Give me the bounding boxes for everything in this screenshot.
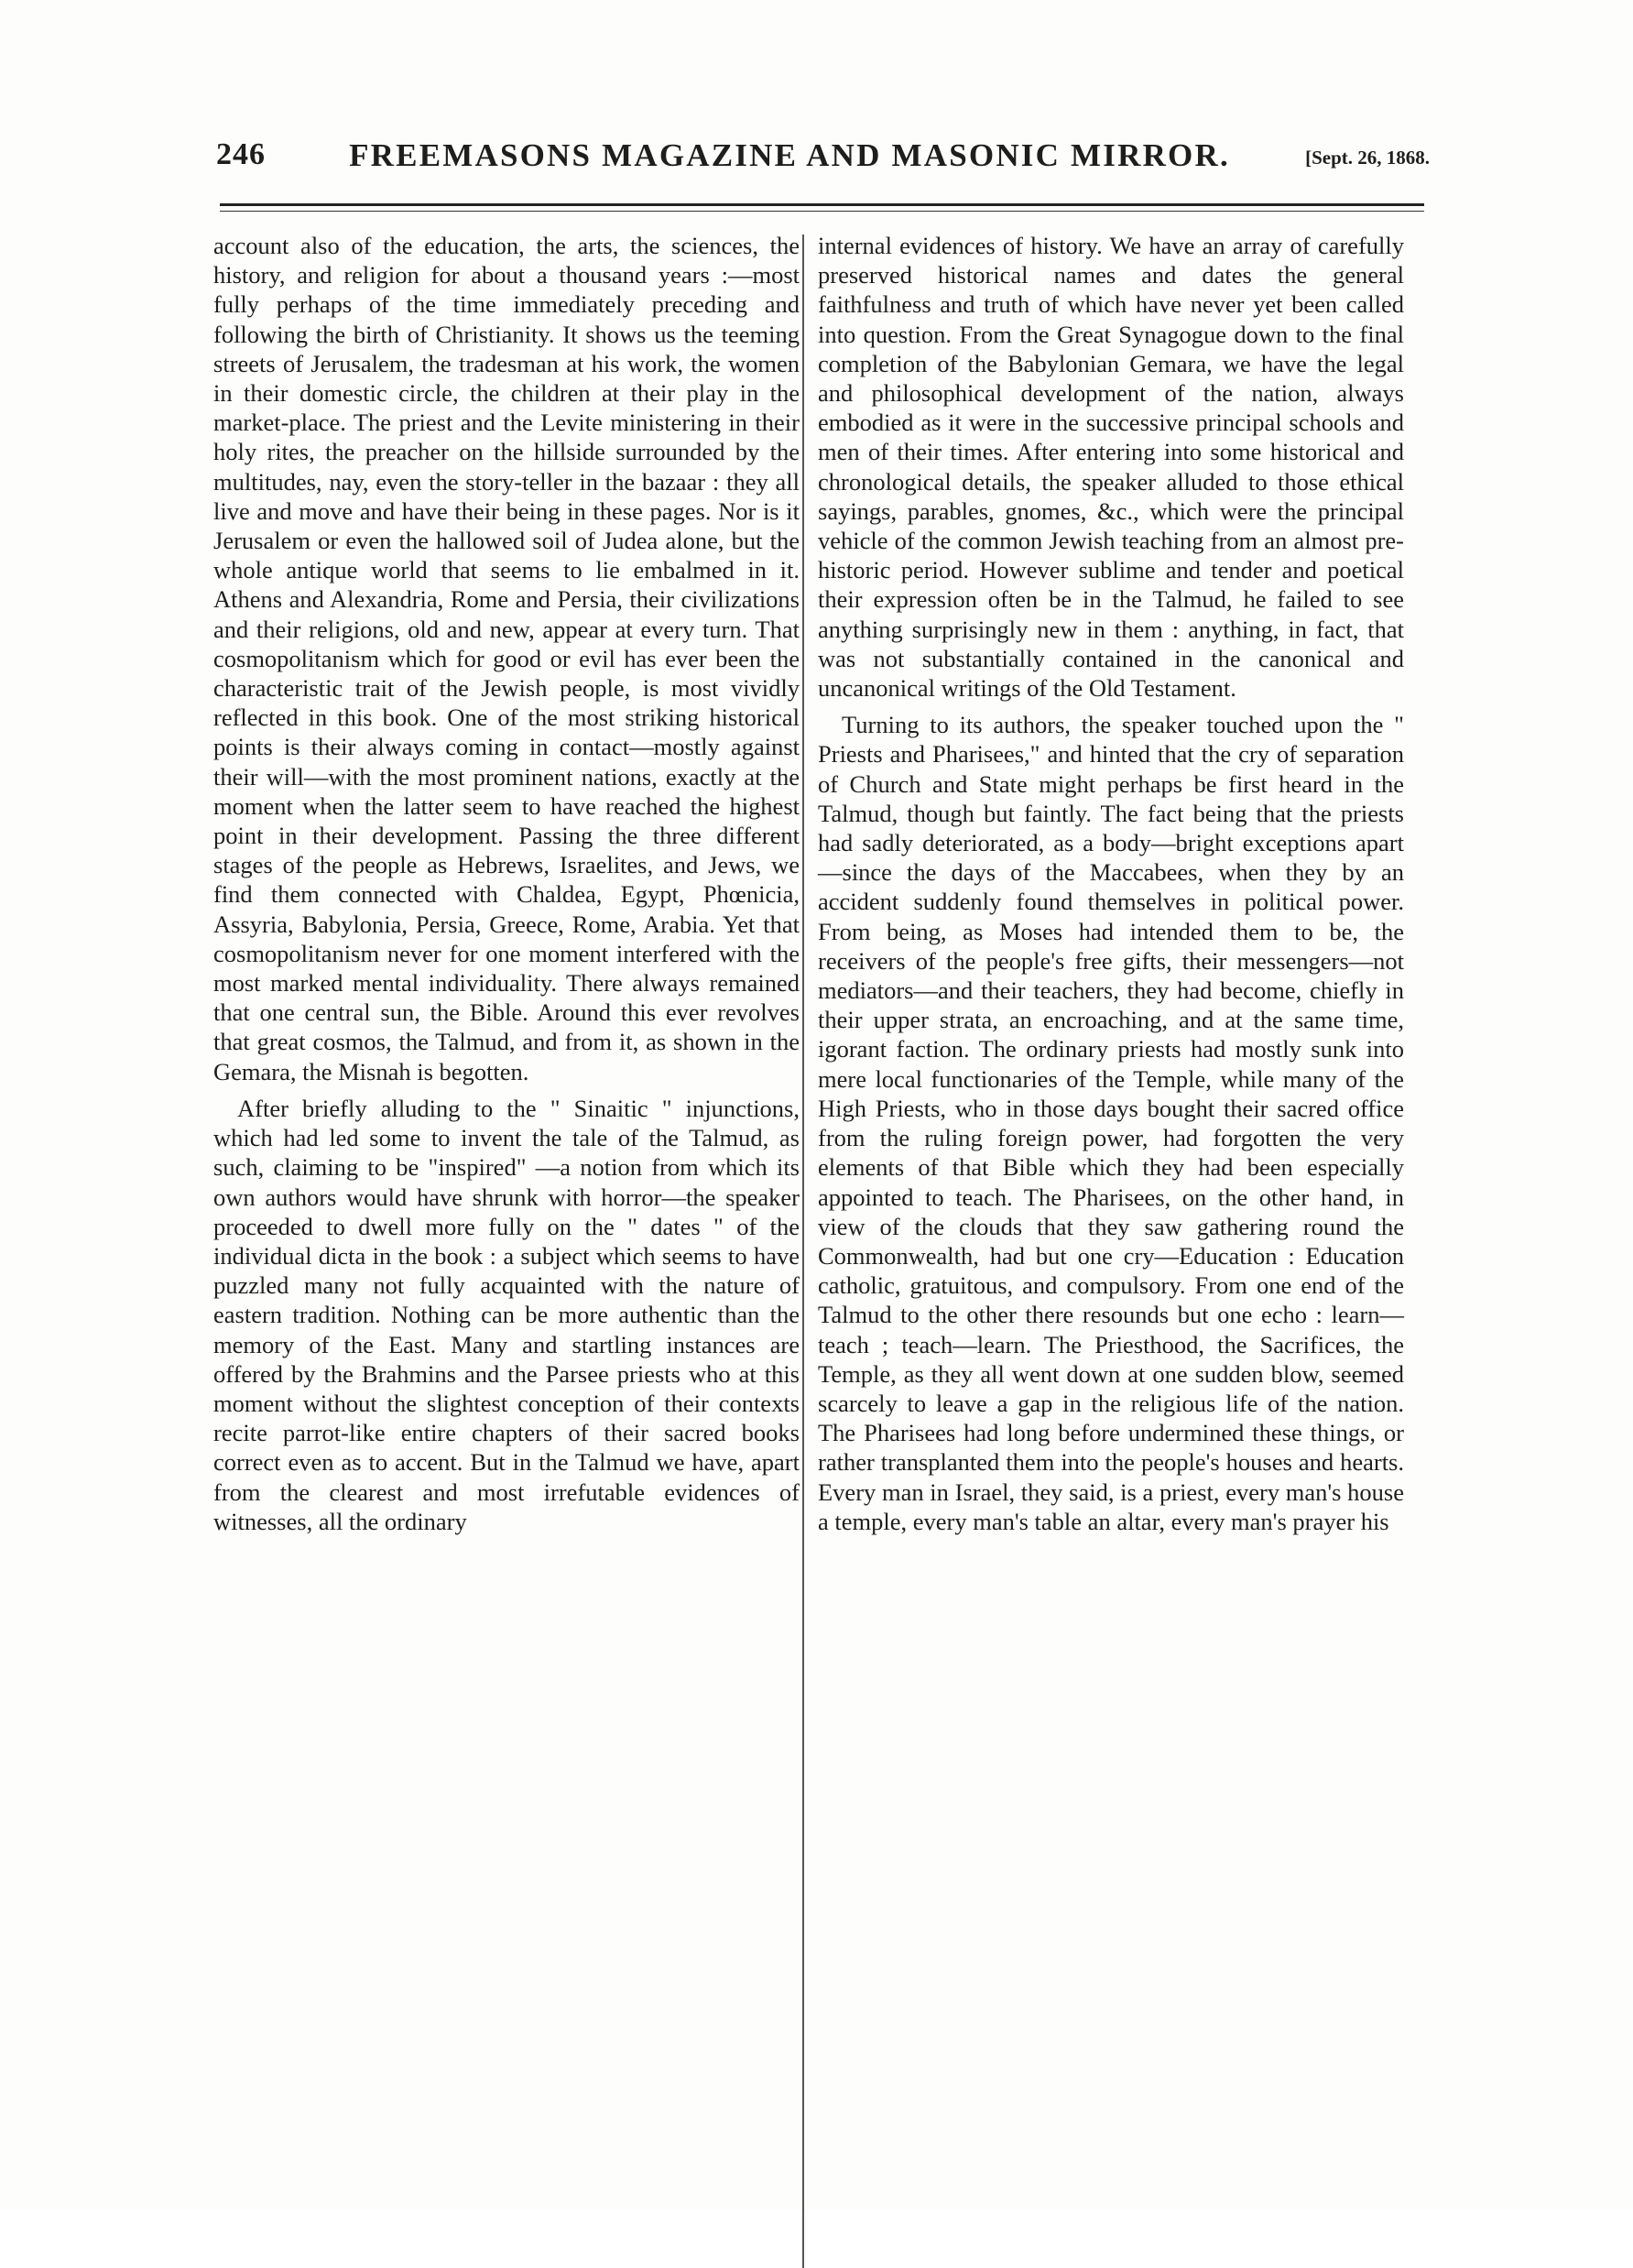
left-paragraph-2: After briefly alluding to the " Sinaitic " injunctions, which had led some to invent the tale of the Talmud, as such, claiming to be "inspired" —a notion from which its own authors would have shrunk with horror—the speaker proceeded to dwell more fully on the " dates " of the individual dicta in the book : a subject which seems to have puzzled many not fully acquainted with the nature of eastern tradition. Nothing can be more authentic than the memory of the East. Many and startling instances are offered by the Brahmins and the Parsee priests who at this moment without the slightest conception of their contexts recite parrot-like entire chapters of their sacred books correct even as to accent. But in the Talmud we have, apart from the clearest and most irrefutable evidences of witnesses, all the ordinary [213,1094,800,1535]
left-column [213,231,800,1543]
page-number: 246 [216,137,266,171]
page-header [216,137,1430,192]
header-rule-thin [220,211,1424,212]
column-divider [802,234,804,2268]
right-column [818,231,1404,1543]
issue-date: [Sept. 26, 1868. [1305,147,1430,169]
right-paragraph-1: internal evidences of history. We have an array of carefully preserved historical names and dates the general faithfulness and truth of which have never yet been called into question. From the Great Synagogue down to the final completion of the Babylonian Gemara, we have the legal and philosophical development of the nation, always embodied as it were in the successive principal schools and men of their times. After entering into some historical and chronological details, the speaker alluded to those ethical sayings, parables, gnomes, &c., which were the principal vehicle of the common Jewish teaching from an almost pre-historic period. However sublime and tender and poetical their expression often be in the Talmud, he failed to see anything surprisingly new in them : anything, in fact, that was not substantially contained in the canonical and uncanonical writings of the Old Testament. [818,232,1404,703]
header-rule-thick [220,203,1424,206]
right-paragraph-2: Turning to its authors, the speaker touched upon the " Priests and Pharisees," and hinted that the cry of separation of Church and State might perhaps be first heard in the Talmud, though but faintly. The fact being that the priests had sadly deteriorated, as a body—bright exceptions apart—since the days of the Maccabees, when they by an accident suddenly found themselves in political power. From being, as Moses had intended them to be, the receivers of the people's free gifts, their messengers—not mediators—and their teachers, they had become, chiefly in their upper strata, an encroaching, and at the same time, igorant faction. The ordinary priests had mostly sunk into mere local functionaries of the Temple, while many of the High Priests, who in those days bought their sacred office from the ruling foreign power, had forgotten the very elements of that Bible which they had been especially appointed to teach. The Pharisees, on the other hand, in view of the clouds that they saw gathering round the Commonwealth, had but one cry—Education : Education catholic, gratuitous, and compulsory. From one end of the Talmud to the other there resounds but one echo : learn—teach ; teach—learn. The Priesthood, the Sacrifices, the Temple, as they all went down at one sudden blow, seemed scarcely to leave a gap in the religious life of the nation. The Pharisees had long before undermined these things, or rather transplanted them into the people's houses and hearts. Every man in Israel, they said, is a priest, every man's house a temple, every man's table an altar, every man's prayer his [818,711,1404,1535]
left-paragraph-1: account also of the education, the arts, the sciences, the history, and religion for about a thousand years :—most fully perhaps of the time immediately preceding and following the birth of Christianity. It shows us the teeming streets of Jerusalem, the tradesman at his work, the women in their domestic circle, the children at their play in the market-place. The priest and the Levite ministering in their holy rites, the preacher on the hillside surrounded by the multitudes, nay, even the story-teller in the bazaar : they all live and move and have their being in these pages. Nor is it Jerusalem or even the hallowed soil of Judea alone, but the whole antique world that seems to lie embalmed in it. Athens and Alexandria, Rome and Persia, their civilizations and their religions, old and new, appear at every turn. That cosmopolitanism which for good or evil has ever been the characteristic trait of the Jewish people, is most vividly reflected in this book. One of the most striking historical points is their always coming in contact—mostly against their will—with the most prominent nations, exactly at the moment when the latter seem to have reached the highest point in their development. Passing the three different stages of the people as Hebrews, Israelites, and Jews, we find them connected with Chaldea, Egypt, Phœnicia, Assyria, Babylonia, Persia, Greece, Rome, Arabia. Yet that cosmopolitanism never for one moment interfered with the most marked mental individuality. There always remained that one central sun, the Bible. Around this ever revolves that great cosmos, the Talmud, and from it, as shown in the Gemara, the Misnah is begotten. [213,232,800,1085]
running-title: FREEMASONS MAGAZINE AND MASONIC MIRROR. [349,137,1230,173]
